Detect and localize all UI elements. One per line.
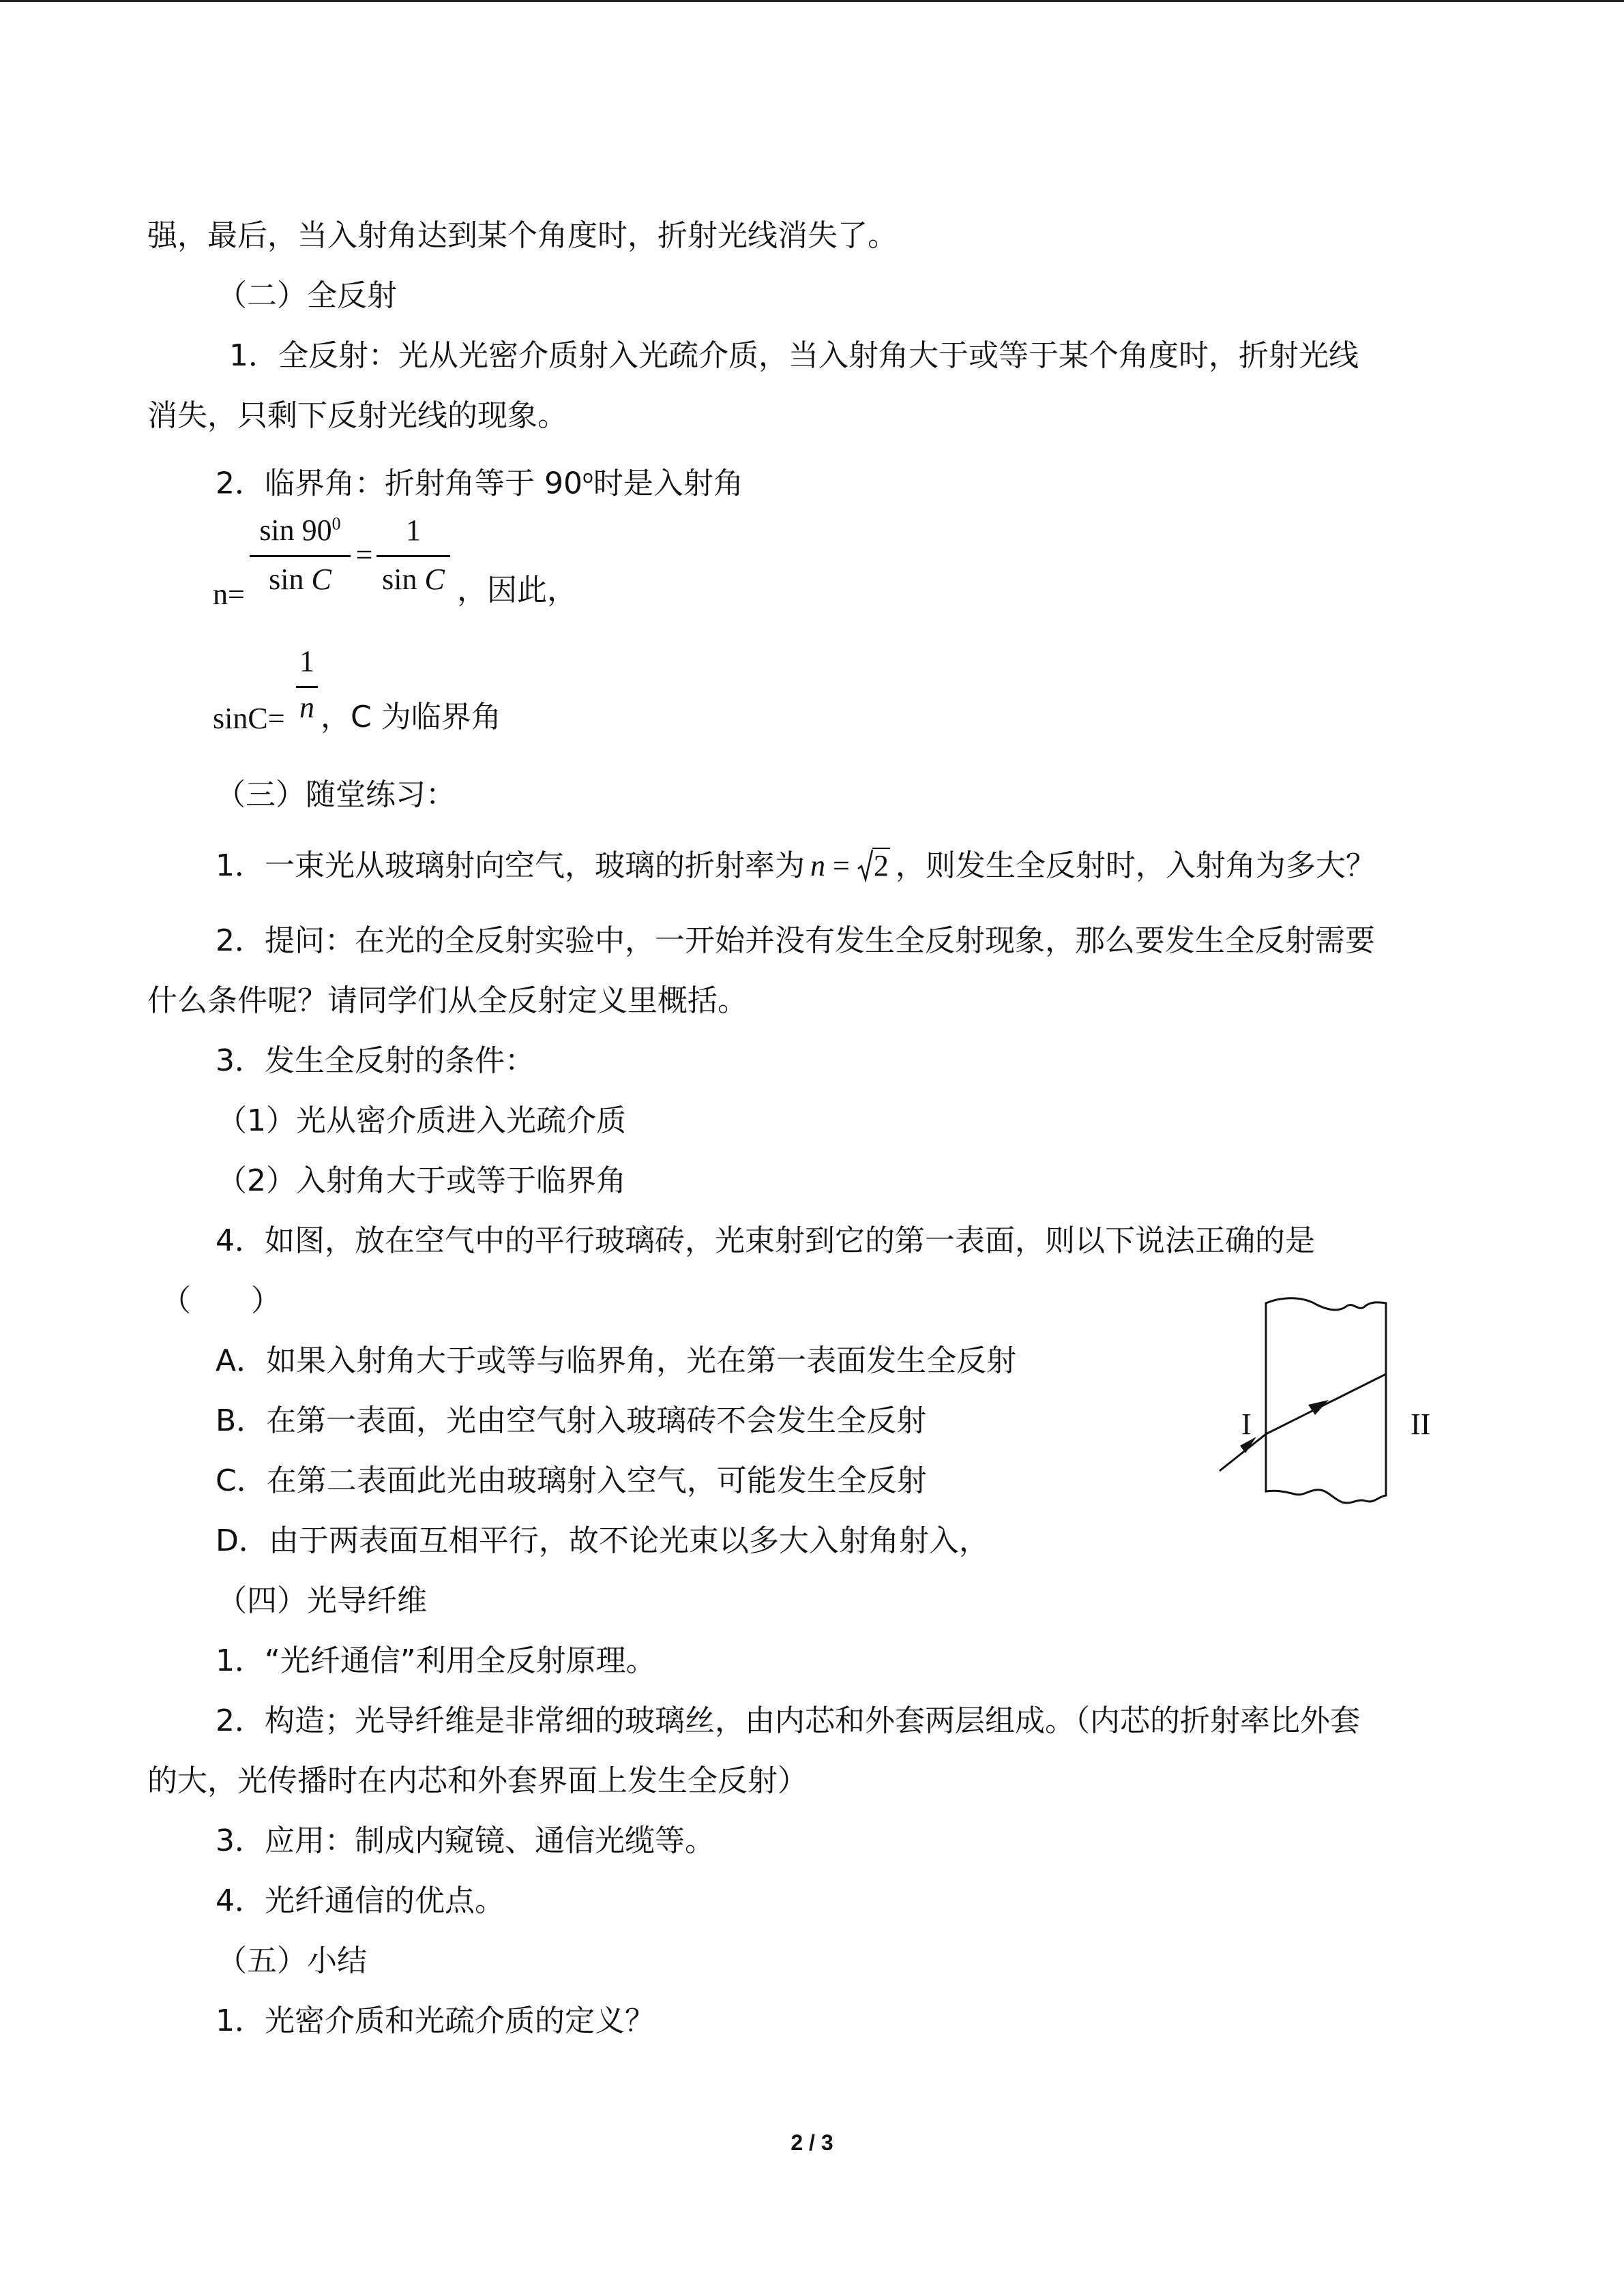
answer-blank: （ ） — [161, 1283, 281, 1318]
formula-label-sinc: sinC= — [213, 702, 285, 735]
text-span: ，C 为临界角 — [321, 700, 501, 734]
fraction-numerator: 1 — [406, 513, 421, 547]
text-line: 3．应用：制成内窥镜、通信光缆等。 — [216, 1823, 715, 1858]
section-heading-summary: （五）小结 — [217, 1943, 367, 1978]
text-line: 2．提问：在光的全反射实验中，一开始并没有发生全反射现象，那么要发生全反射需要 — [216, 923, 1375, 958]
formula-label-n: n= — [213, 578, 245, 611]
sqrt-radicand: 2 — [873, 849, 889, 882]
formula-text: sin — [269, 563, 312, 596]
text-line: 2．构造；光导纤维是非常细的玻璃丝，由内芯和外套两层组成。（内芯的折射率比外套 — [216, 1703, 1360, 1738]
formula-variable: C — [424, 563, 445, 596]
label-surface-1: I — [1241, 1407, 1252, 1441]
formula-n-fraction — [250, 513, 454, 608]
page-number: 2 / 3 — [791, 2130, 833, 2155]
option-d: D．由于两表面互相平行，故不论光束以多大入射角射入， — [216, 1523, 989, 1558]
superscript: 0 — [331, 513, 341, 534]
sqrt-sign — [857, 848, 874, 882]
text-span: 时是入射角 — [593, 466, 743, 501]
text-span: 1．一束光从玻璃射向空气，玻璃的折射率为 — [216, 848, 805, 883]
fraction-numerator — [250, 513, 351, 548]
section-heading-fiber: （四）光导纤维 — [217, 1583, 427, 1618]
formula-text: sin 90 — [259, 513, 332, 547]
option-b: B．在第一表面，光由空气射入玻璃砖不会发生全反射 — [216, 1403, 927, 1438]
fraction-bar — [250, 555, 351, 557]
text-span: ，因此， — [457, 573, 577, 608]
glass-brick-diagram — [1207, 1292, 1466, 1510]
question-4: 4．如图，放在空气中的平行玻璃砖，光束射到它的第一表面，则以下说法正确的是 — [216, 1223, 1315, 1258]
label-surface-2: II — [1411, 1407, 1431, 1441]
refracted-ray — [1266, 1374, 1386, 1434]
text-line: 1．光密介质和光疏介质的定义？ — [216, 2003, 655, 2038]
condition-item-2: （2）入射角大于或等于临界角 — [217, 1163, 626, 1198]
fraction-denominator — [377, 562, 450, 597]
fraction-numerator: 1 — [299, 644, 314, 678]
condition-item-1: （1）光从密介质进入光疏介质 — [217, 1103, 626, 1138]
text-line: 3．发生全反射的条件： — [216, 1043, 535, 1078]
critical-angle-line — [216, 457, 743, 505]
formula-sinc-fraction — [293, 644, 321, 732]
superscript: o — [582, 467, 593, 488]
text-line: 什么条件呢？请同学们从全反射定义里概括。 — [147, 983, 748, 1018]
text-line: 消失，只剩下反射光线的现象。 — [147, 398, 567, 433]
sqrt-expression — [857, 846, 890, 886]
text-line: 1．“光纤通信”利用全反射原理。 — [216, 1643, 656, 1678]
text-line: 的大，光传播时在内芯和外套界面上发生全反射） — [147, 1763, 808, 1798]
formula-variable: C — [311, 563, 331, 596]
equals-sign: = — [833, 849, 850, 882]
text-line: 4．光纤通信的优点。 — [216, 1883, 505, 1918]
fraction-bar — [377, 555, 450, 557]
top-border-line — [0, 0, 1624, 2]
formula-text: sin — [382, 563, 425, 596]
section-heading-exercise: （三）随堂练习： — [216, 777, 456, 812]
fraction-denominator — [250, 562, 351, 597]
text-line: 强，最后，当入射角达到某个角度时，折射光线消失了。 — [147, 218, 898, 253]
text-line: 1．全反射：光从光密介质射入光疏介质，当入射角大于或等于某个角度时，折射光线 — [229, 338, 1359, 373]
formula-variable: n — [810, 849, 825, 882]
section-heading-total-reflection: （二）全反射 — [217, 278, 397, 313]
fraction-denominator: n — [299, 691, 314, 724]
text-span: 2．临界角：折射角等于 90 — [216, 466, 582, 501]
fraction-bar — [296, 686, 318, 688]
equals-sign: = — [355, 538, 373, 571]
formula-n-sqrt2 — [810, 846, 890, 886]
text-span: ，则发生全反射时，入射角为多大？ — [895, 848, 1376, 883]
option-c: C．在第二表面此光由玻璃射入空气，可能发生全反射 — [216, 1463, 927, 1498]
glass-brick-outline — [1266, 1298, 1386, 1503]
exercise-question-1 — [216, 846, 1376, 886]
option-a: A．如果入射角大于或等与临界角，光在第一表面发生全反射 — [216, 1343, 1017, 1378]
refracted-ray-arrow-icon — [1308, 1400, 1329, 1415]
